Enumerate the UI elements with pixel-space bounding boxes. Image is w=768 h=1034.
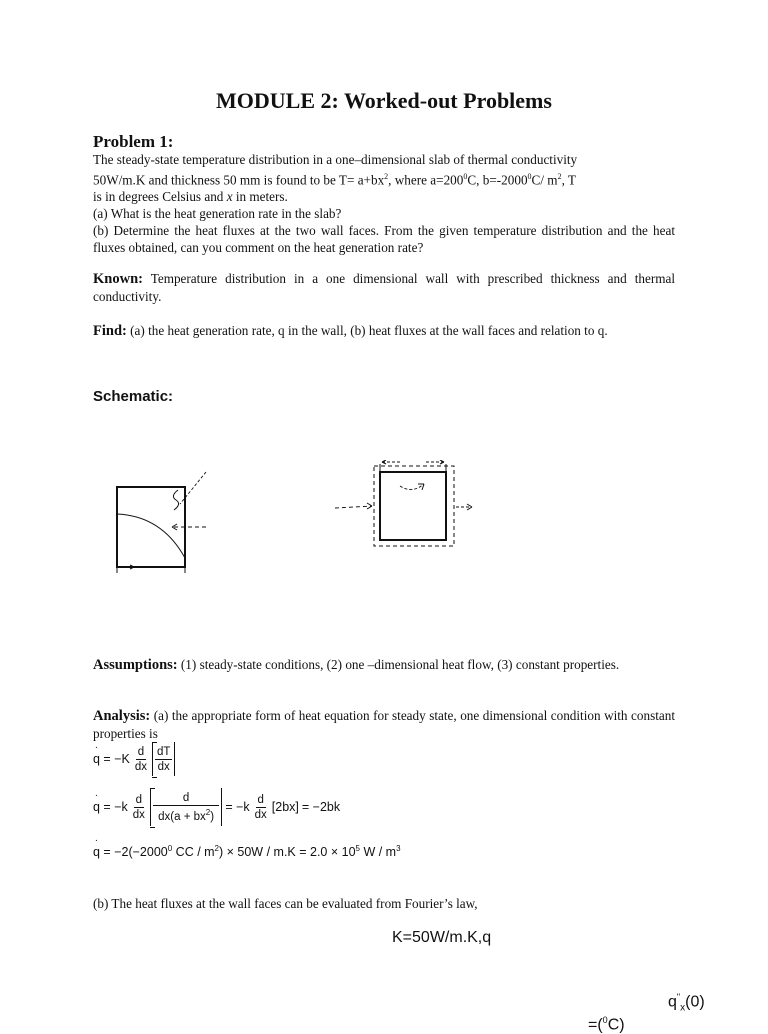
problem-statement bbox=[93, 151, 675, 256]
problem-heading: Problem 1: bbox=[93, 132, 174, 151]
statement-line-2: 50W/m.K and thickness 50 mm is found to be $T= a+bx^2$, where $a=200^0C$, $b=-2000^0C/$ $m^2$, T bbox=[93, 172, 576, 188]
eq2-bracket: $\frac{d}{dx(a + bx^2)}$ bbox=[150, 788, 222, 826]
statement-line-1: The steady-state temperature distribution in a one–dimensional slab of thermal conductivity bbox=[93, 152, 578, 167]
assumptions-label: Assumptions: bbox=[93, 657, 178, 673]
equation-1 bbox=[93, 742, 175, 776]
known-paragraph bbox=[93, 270, 675, 305]
analysis-label: Analysis: bbox=[93, 708, 151, 724]
known-text: Temperature distribution in a one dimensional wall with prescribed thickness and thermal conductivity. bbox=[93, 271, 675, 304]
question-b: (b) Determine the heat fluxes at the two wall faces. From the given temperature distribution and the heat fluxes obtained, can you comment on the heat generation rate? bbox=[93, 223, 675, 256]
slab-schematic bbox=[117, 472, 206, 573]
eq2-lhs: . q = −k bbox=[93, 800, 128, 814]
eq1-bracket: $\frac{dT}{dx}$ bbox=[152, 742, 175, 776]
question-a: (a) What is the heat generation rate in the slab? bbox=[93, 206, 342, 222]
find-text: (a) the heat generation rate, q in the wall, (b) heat fluxes at the wall faces and relation to q. bbox=[126, 323, 608, 338]
eq1-lhs: . q = −K bbox=[93, 752, 130, 766]
eq1-operator: $\frac{d}{dx}$ bbox=[134, 745, 147, 773]
eq2-middle: = −k bbox=[225, 800, 250, 814]
bottom-cutoff-text: =($^0$C) bbox=[588, 1015, 625, 1034]
equation-2 bbox=[93, 788, 340, 826]
analysis-text: (a) the appropriate form of heat equation for steady state, one dimensional condition with constant properties is bbox=[93, 708, 675, 741]
part-b-text: (b) The heat fluxes at the wall faces can be evaluated from Fourier’s law, bbox=[93, 896, 478, 911]
eq2-bracket-term: [2bx] bbox=[271, 800, 299, 814]
conductivity-label: K=50W/m.K,q bbox=[392, 929, 492, 946]
known-label: Known: bbox=[93, 271, 143, 287]
analysis-paragraph bbox=[93, 707, 675, 742]
heat-flux-label: $q^"_x(0)$ bbox=[668, 992, 705, 1014]
find-paragraph bbox=[93, 322, 675, 340]
schematic-diagram bbox=[100, 460, 500, 580]
eq2-rhs: = −2bk bbox=[301, 800, 341, 814]
equation-3: . $q = -2(-2000^0$ CC / $m^2) \times 50W / m.K = 2.0 \times 10^5$ W / $m^3$ bbox=[93, 844, 401, 859]
assumptions-text: (1) steady-state conditions, (2) one –dimensional heat flow, (3) constant properties. bbox=[177, 657, 620, 672]
statement-line-3: is in degrees Celsius and x in meters. bbox=[93, 189, 288, 205]
page-title: MODULE 2: Worked-out Problems bbox=[216, 88, 552, 113]
eq2-operator: $\frac{d}{dx}$ bbox=[132, 793, 145, 821]
control-volume-schematic bbox=[335, 460, 472, 546]
eq2-operator-2: $\frac{d}{dx}$ bbox=[254, 793, 267, 821]
schematic-label: Schematic: bbox=[93, 388, 174, 405]
assumptions-paragraph bbox=[93, 656, 675, 674]
find-label: Find: bbox=[93, 323, 127, 339]
